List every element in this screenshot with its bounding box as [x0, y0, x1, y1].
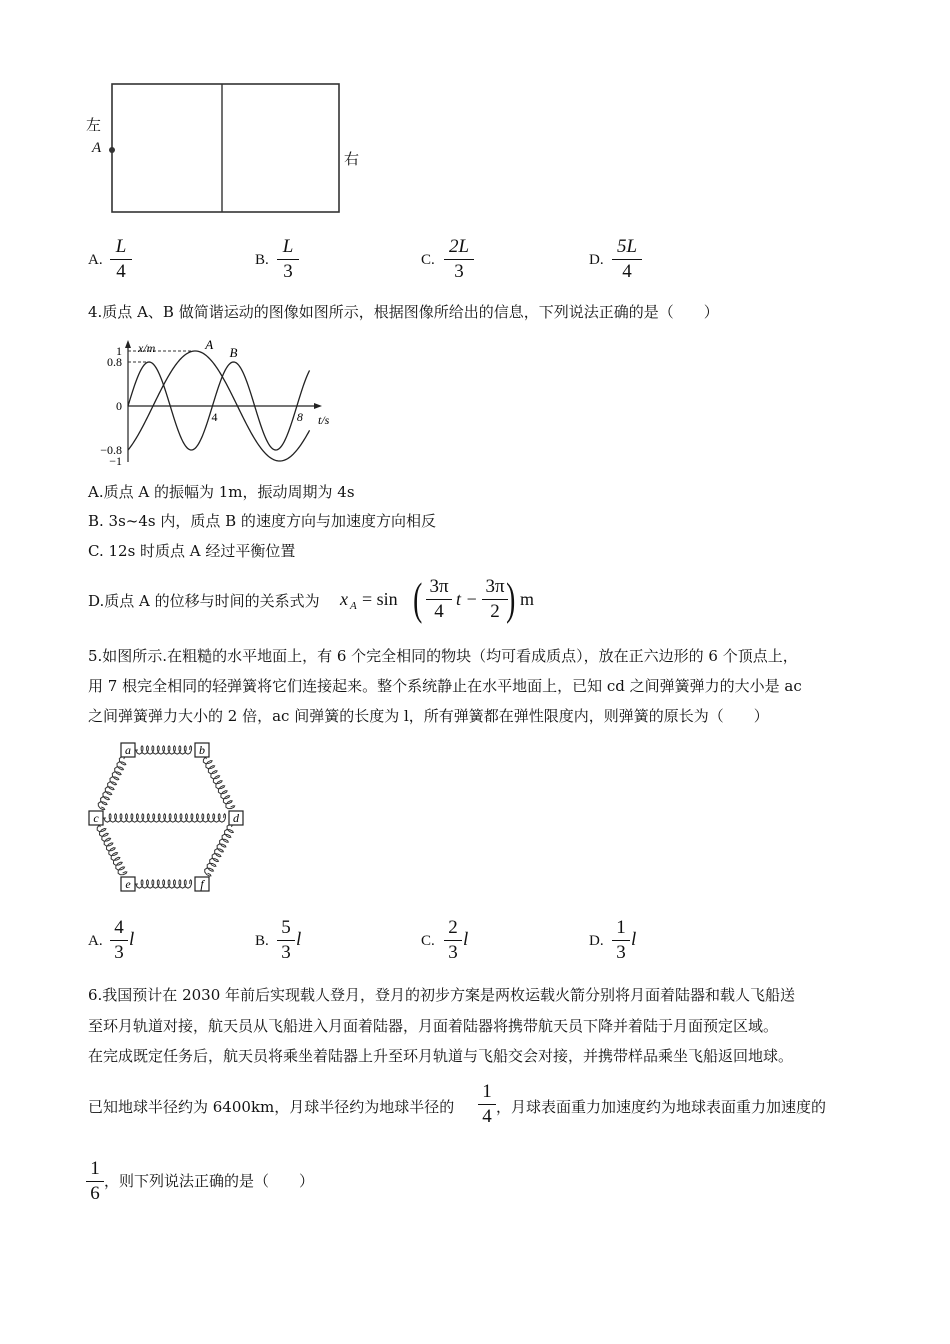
spring-ac: [98, 757, 126, 810]
frac1-den: 4: [434, 601, 444, 622]
q5-figure: [86, 738, 260, 896]
q4-formula-lparen: (: [413, 573, 423, 624]
spring-bd: [203, 757, 234, 809]
q4-option-d-text: D.质点 A 的位移与时间的关系式为: [88, 592, 320, 610]
x-tick-8: 8: [296, 410, 303, 424]
curve-A-label: A: [205, 338, 214, 352]
q5-option-d-letter: D.: [589, 933, 604, 949]
q4-formula-x: x: [340, 589, 348, 609]
point-A: [109, 147, 115, 153]
q5-option-c-var: l: [463, 929, 469, 950]
frac2-num: 3π: [485, 576, 505, 597]
q3-option-b-letter: B.: [255, 252, 269, 268]
q5-option-b-fraction: [277, 917, 295, 964]
q3-box-diagram: [84, 76, 354, 222]
q4-chart: [96, 338, 356, 468]
q5-option-a-var: l: [129, 929, 135, 950]
label-left: 左: [86, 116, 102, 134]
outer-box: [112, 84, 339, 212]
q3-option-d-fraction: [612, 236, 642, 283]
q4-formula-eq: = sin: [362, 589, 398, 609]
q3-figure: [84, 76, 360, 222]
curve-B-label: B: [229, 345, 238, 360]
q3-option-a-letter: A.: [88, 252, 103, 268]
spring-cd: [104, 814, 226, 822]
q3-option-c-den: 3: [454, 261, 464, 282]
q6-line-4b: ，月球表面重力加速度约为地球表面重力加速度的: [496, 1098, 827, 1116]
q4-option-a: A.质点 A 的振幅为 1m，振动周期为 4s: [88, 483, 355, 501]
q6-frac1-num: 1: [482, 1081, 492, 1102]
q3-option-c-letter: C.: [421, 252, 435, 268]
q5-option-d-var: l: [631, 929, 637, 950]
spring-ab: [136, 746, 192, 754]
q5-c-num: 2: [448, 917, 458, 938]
q4-option-c: C. 12s 时质点 A 经过平衡位置: [88, 542, 296, 560]
label-A: A: [92, 140, 102, 156]
q4-stem: 4.质点 A、B 做简谐运动的图像如图所示，根据图像所给出的信息，下列说法正确的是（ ）: [88, 303, 719, 321]
q3-option-b-fraction: [277, 236, 299, 283]
block-label-e: e: [125, 877, 131, 891]
label-right: 右: [344, 150, 360, 168]
q6-frac2-num: 1: [90, 1158, 100, 1179]
q4-chart-svg: [96, 338, 356, 468]
y-tick-0.8: 0.8: [107, 355, 122, 369]
q5-d-den: 3: [616, 942, 626, 963]
y-tick-neg-0.8: −0.8: [100, 443, 122, 457]
frac1-num: 3π: [429, 576, 449, 597]
spring-ce: [97, 825, 127, 875]
x-tick-4: 4: [211, 410, 218, 424]
q5-hexagon-springs: [86, 738, 260, 896]
q3-option-d-letter: D.: [589, 252, 604, 268]
frac2-den: 2: [490, 601, 500, 622]
q5-option-d-fraction: [612, 917, 630, 964]
q3-option-b-num: L: [282, 236, 294, 257]
q3-option-c-fraction: [444, 236, 474, 283]
spring-df: [205, 825, 234, 876]
q5-option-a-fraction: [110, 917, 128, 964]
q3-option-a-num: L: [115, 236, 127, 257]
q6-line-5-text: ，则下列说法正确的是（ ）: [104, 1172, 315, 1190]
q3-option-c-num: 2L: [448, 236, 470, 257]
x-axis-label: t/s: [318, 413, 330, 427]
q5-option-a-letter: A.: [88, 933, 103, 949]
q5-d-num: 1: [616, 917, 626, 938]
q4-formula-unit: m: [520, 589, 535, 609]
q6-line-4a: 已知地球半径约为 6400km，月球半径约为地球半径的: [88, 1098, 455, 1116]
q5-line-2: 用 7 根完全相同的轻弹簧将它们连接起来。整个系统静止在水平地面上，已知 cd 之间弹簧弹力的大小是 ac: [88, 677, 802, 695]
block-label-f: f: [200, 877, 204, 891]
q6-fraction-quarter: [478, 1081, 496, 1128]
q4-formula-sub: A: [350, 600, 357, 612]
q3-option-d-den: 4: [622, 261, 632, 282]
q6-line-1: 6.我国预计在 2030 年前后实现载人登月，登月的初步方案是两枚运载火箭分别将月面着陆器和载人飞船送: [88, 986, 796, 1004]
q5-line-1: 5.如图所示.在粗糙的水平地面上，有 6 个完全相同的物块（均可看成质点），放在正六边形的 6 个顶点上，: [88, 647, 798, 665]
q5-option-b-letter: B.: [255, 933, 269, 949]
q6-line-3: 在完成既定任务后，航天员将乘坐着陆器上升至环月轨道与飞船交会对接，并携带样品乘坐飞船返回地球。: [88, 1047, 794, 1065]
q3-option-b-den: 3: [283, 261, 293, 282]
q6-fraction-sixth: [86, 1158, 104, 1205]
q4-option-b: B. 3s~4s 内，质点 B 的速度方向与加速度方向相反: [88, 512, 436, 530]
q4-formula-frac1: [426, 576, 452, 623]
q5-a-den: 3: [114, 942, 124, 963]
y-tick-0: 0: [116, 399, 122, 413]
spring-ef: [136, 880, 192, 888]
block-label-c: c: [93, 811, 99, 825]
q4-formula-t: t −: [456, 589, 478, 609]
q5-b-den: 3: [281, 942, 291, 963]
q5-option-c-letter: C.: [421, 933, 435, 949]
q5-b-num: 5: [281, 917, 291, 938]
y-axis-arrow: [125, 340, 131, 348]
q3-option-a-fraction: [110, 236, 132, 283]
q5-c-den: 3: [448, 942, 458, 963]
block-label-d: d: [233, 811, 239, 825]
block-label-a: a: [125, 743, 131, 757]
y-tick-neg-1: −1: [109, 454, 122, 468]
q4-formula-rparen: ): [506, 573, 516, 624]
q6-frac2-den: 6: [90, 1183, 100, 1204]
q5-option-b-var: l: [296, 929, 302, 950]
y-tick-1: 1: [116, 344, 122, 358]
q6-frac1-den: 4: [482, 1106, 492, 1127]
q5-a-num: 4: [114, 917, 124, 938]
q6-line-2: 至环月轨道对接，航天员从飞船进入月面着陆器，月面着陆器将携带航天员下降并着陆于月面预定区域。: [88, 1017, 779, 1035]
q4-formula-frac2: [482, 576, 508, 623]
q3-option-a-den: 4: [116, 261, 126, 282]
q5-line-3: 之间弹簧弹力大小的 2 倍，ac 间弹簧的长度为 l，所有弹簧都在弹性限度内，则弹簧的原长为（ ）: [88, 707, 769, 725]
q3-option-d-num: 5L: [616, 236, 638, 257]
block-label-b: b: [199, 743, 205, 757]
q5-option-c-fraction: [444, 917, 462, 964]
x-axis-arrow: [314, 403, 322, 409]
y-axis-label: x/m: [138, 341, 156, 355]
